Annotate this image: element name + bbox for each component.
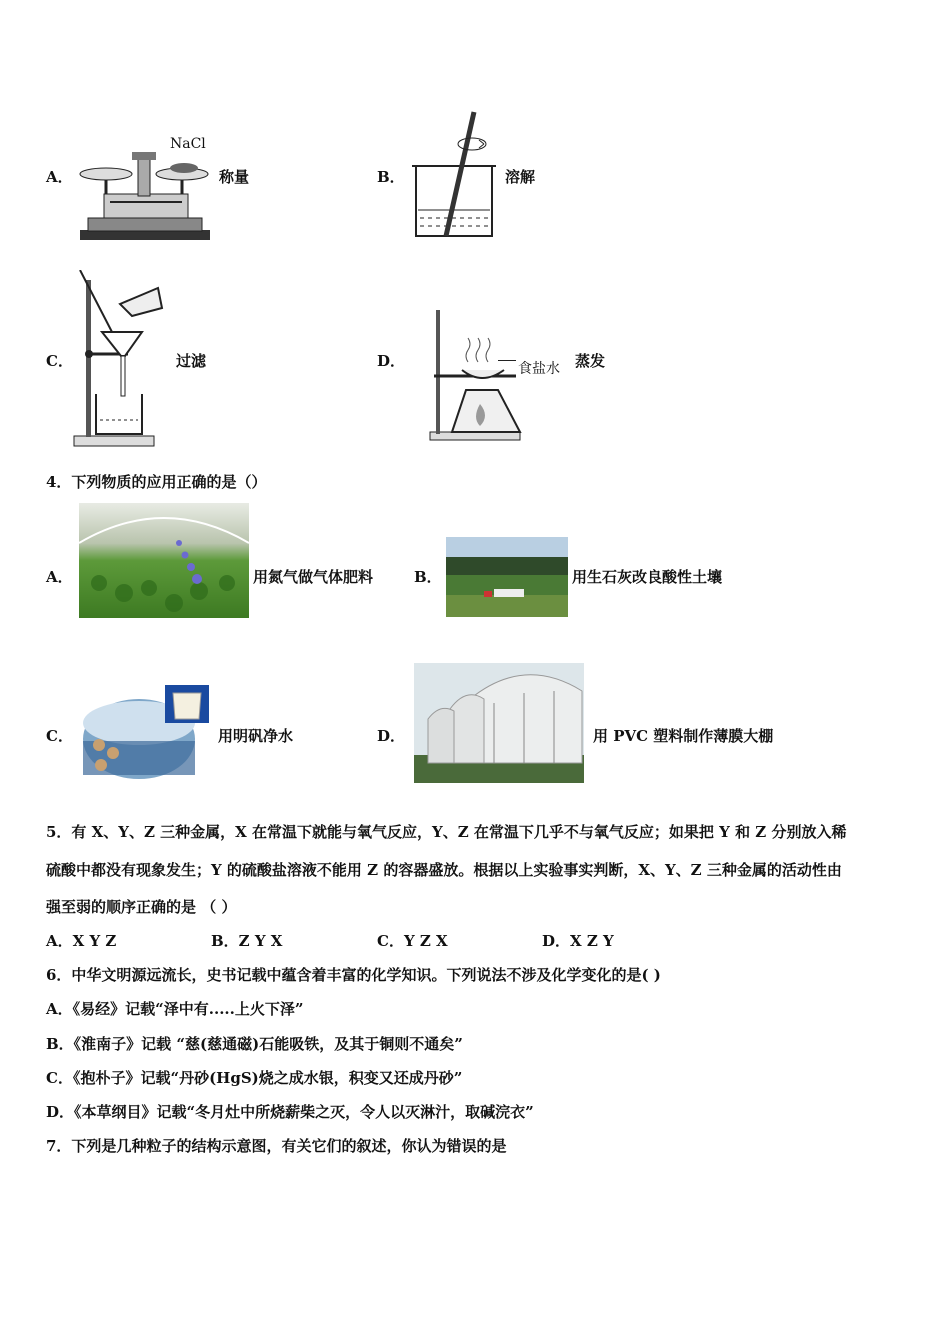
filtration-illustration [72, 270, 172, 448]
q6-option-a: A．《易经》记载“泽中有.....上火下泽” [46, 1000, 304, 1018]
q4-stem: 4．下列物质的应用正确的是（） [46, 473, 267, 491]
q6-stem: 6．中华文明源远流长，史书记载中蕴含着丰富的化学知识。下列说法不涉及化学变化的是( ) [46, 966, 661, 984]
q3-option-b-label: 溶解 [505, 168, 536, 186]
q5-option-c: C．Y Z X [377, 932, 448, 950]
farmland-photo [446, 537, 568, 617]
salt-water-pointer [498, 360, 516, 361]
q7-stem: 7．下列是几种粒子的结构示意图，有关它们的叙述，你认为错误的是 [46, 1137, 507, 1155]
q5-stem-line-3: 强至弱的顺序正确的是 （ ） [46, 898, 237, 916]
q3-option-c-label: 过滤 [176, 352, 207, 370]
q5-stem-line-1: 5．有 X、Y、Z 三种金属，X 在常温下就能与氧气反应，Y、Z 在常温下几乎不与氧气反应；如果把 Y 和 Z 分别放入稀 [46, 823, 847, 841]
q3-option-c-letter: C． [46, 352, 73, 370]
q4-option-a-letter: A． [46, 568, 73, 586]
q4-option-b-label: 用生石灰改良酸性土壤 [572, 568, 723, 586]
q5-option-a: A．X Y Z [46, 932, 117, 950]
nacl-label: NaCl [170, 136, 206, 152]
q4-option-c-label: 用明矾净水 [218, 727, 294, 745]
q4-option-c-letter: C． [46, 727, 73, 745]
plastic-greenhouse-photo [414, 663, 584, 783]
q4-option-d-letter: D． [377, 727, 406, 745]
q3-option-a-letter: A． [46, 168, 73, 186]
q5-option-d: D．X Z Y [542, 932, 614, 950]
q6-option-b: B．《淮南子》记载 “慈(慈通磁)石能吸铁，及其于铜则不通矣” [46, 1035, 463, 1053]
q4-option-b-letter: B． [414, 568, 442, 586]
salt-water-tag: 食盐水 [518, 361, 560, 377]
q3-option-d-label: 蒸发 [575, 352, 606, 370]
evaporation-illustration [426, 304, 526, 444]
q4-option-d-label: 用 PVC 塑料制作薄膜大棚 [593, 727, 774, 745]
q6-option-c: C．《抱朴子》记载“丹砂(HgS)烧之成水银，积变又还成丹砂” [46, 1069, 463, 1087]
greenhouse-vegetables-photo [79, 503, 249, 618]
q3-option-b-letter: B． [377, 168, 405, 186]
water-purification-photo [77, 683, 212, 783]
beaker-stirring-illustration [408, 108, 504, 242]
q3-option-d-letter: D． [377, 352, 406, 370]
q6-option-d: D．《本草纲目》记载“冬月灶中所烧薪柴之灭，令人以灭淋汁，取碱浣衣” [46, 1103, 534, 1121]
q5-stem-line-2: 硫酸中都没有现象发生；Y 的硫酸盐溶液不能用 Z 的容器盛放。根据以上实验事实判断，X、Y、Z 三种金属的活动性由 [46, 861, 842, 879]
q3-option-a-label: 称量 [219, 168, 250, 186]
q5-option-b: B．Z Y X [211, 932, 283, 950]
q4-option-a-label: 用氮气做气体肥料 [253, 568, 374, 586]
